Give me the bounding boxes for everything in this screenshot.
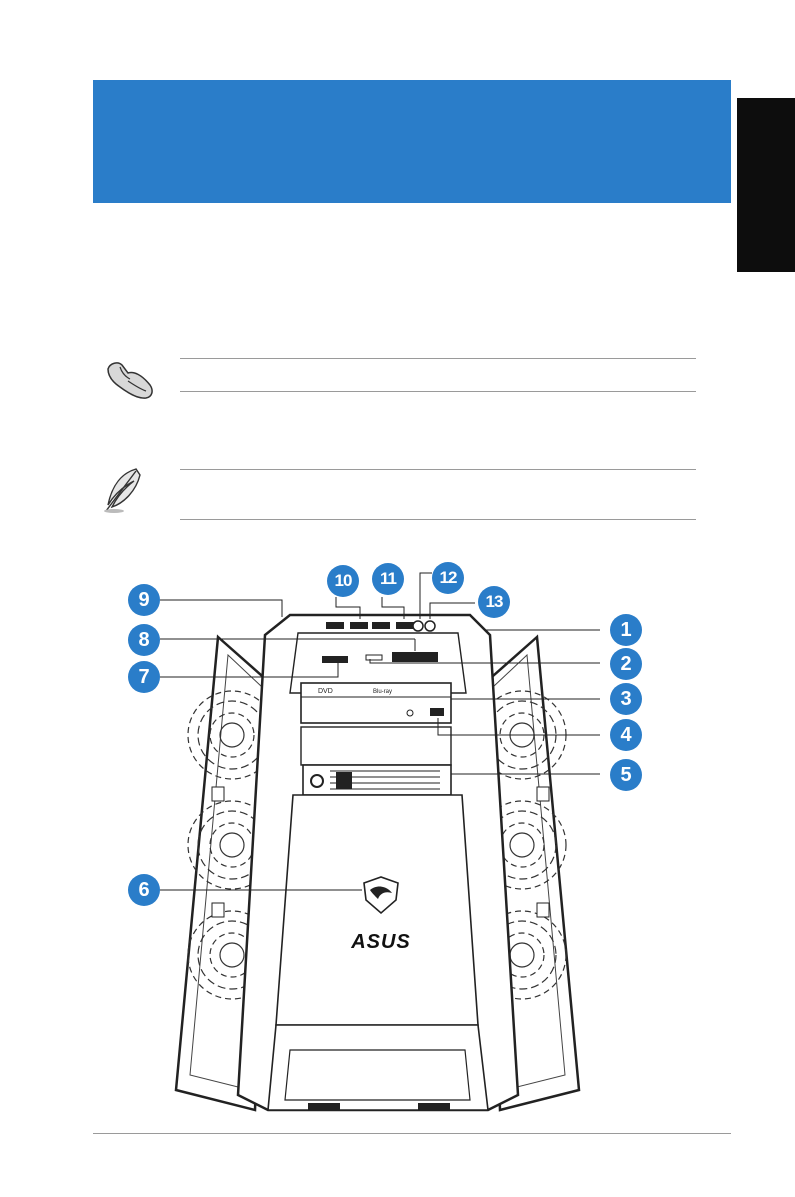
- note-bottom-rule: [180, 519, 696, 520]
- feather-icon: [100, 465, 150, 515]
- callout-11: 11: [372, 563, 404, 595]
- callout-1: 1: [610, 614, 642, 646]
- callout-4: 4: [610, 719, 642, 751]
- callout-2: 2: [610, 648, 642, 680]
- callout-9: 9: [128, 584, 160, 616]
- hand-icon: [100, 355, 160, 403]
- front-panel-figure: [0, 555, 795, 1115]
- important-top-rule: [180, 358, 696, 359]
- callout-5: 5: [610, 759, 642, 791]
- callout-3: 3: [610, 683, 642, 715]
- callout-8: 8: [128, 624, 160, 656]
- svg-text:DVD: DVD: [318, 688, 333, 695]
- chapter-header-banner: [93, 80, 731, 203]
- important-bottom-rule: [180, 391, 696, 392]
- callout-10: 10: [327, 565, 359, 597]
- note-top-rule: [180, 469, 696, 470]
- footer-rule: [93, 1133, 731, 1134]
- svg-text:Blu-ray: Blu-ray: [373, 689, 393, 695]
- asus-logo: ASUS: [351, 931, 411, 953]
- callout-6: 6: [128, 874, 160, 906]
- callout-7: 7: [128, 661, 160, 693]
- language-side-tab: [737, 98, 795, 272]
- callout-13: 13: [478, 586, 510, 618]
- callout-12: 12: [432, 562, 464, 594]
